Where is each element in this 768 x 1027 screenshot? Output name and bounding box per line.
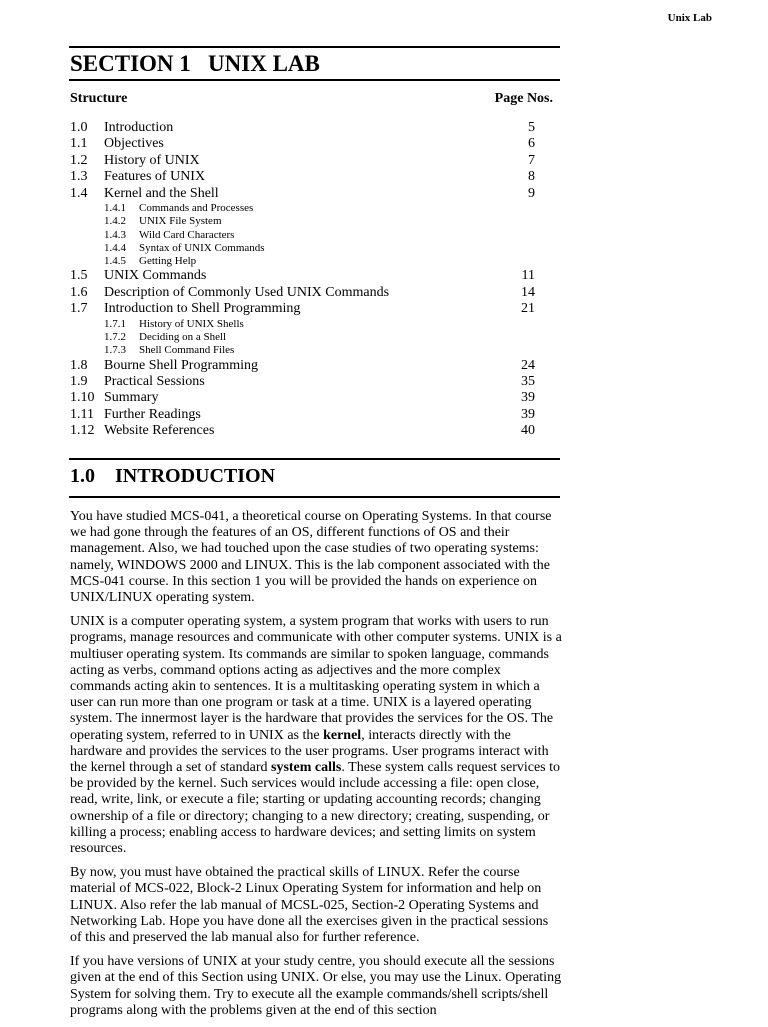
toc-entry: [70, 285, 555, 301]
term-kernel: kernel: [323, 727, 362, 743]
toc-entry: [70, 268, 555, 284]
toc-entry: [70, 301, 555, 317]
introduction-body: [70, 509, 562, 1027]
toc-entry-title: Getting Help: [139, 255, 197, 268]
toc-entry-number: 1.2: [70, 152, 88, 168]
toc-entry-title: Deciding on a Shell: [139, 330, 227, 343]
toc-entry-page: 11: [521, 268, 535, 284]
toc-entry-number: 1.0: [70, 120, 88, 135]
toc-entry-number: 1.8: [70, 357, 88, 373]
introduction-heading: 1.0 INTRODUCTION: [70, 465, 276, 487]
toc-subentry: [70, 242, 555, 255]
toc-entry-title: Kernel and the Shell: [104, 185, 219, 201]
toc-entry-number: 1.4.4: [104, 241, 126, 254]
toc-entry-title: Shell Command Files: [139, 344, 235, 357]
toc-entry-page: 14: [521, 284, 535, 300]
toc-entry-page: 40: [521, 423, 535, 439]
toc-entry-number: 1.7.2: [104, 330, 126, 343]
toc-entry-page: 5: [528, 120, 535, 135]
toc-entry-title: Summary: [104, 390, 159, 406]
toc-entry-number: 1.7.3: [104, 344, 126, 357]
table-of-contents: [70, 91, 555, 439]
toc-entry-title: Objectives: [104, 136, 164, 152]
structure-heading: Structure: [70, 91, 128, 106]
toc-subentry: [70, 255, 555, 268]
toc-entry-title: Further Readings: [104, 406, 201, 422]
toc-entry-page: 39: [521, 390, 535, 406]
toc-entry-title: Wild Card Characters: [139, 228, 235, 241]
toc-entry-title: Bourne Shell Programming: [104, 357, 258, 373]
paragraph-2-text: , interacts directly with the hardware and provides the services to the user programs. User programs interact with the kernel through a set of standard: [70, 727, 549, 776]
paragraph-3: By now, you must have obtained the practical skills of LINUX. Refer the course material of MCS-022, Block-2 Linux Operating System for information and help on LINUX. Also refer the lab manual of MCSL-025, Section-2 Operating Systems and Networking Lab. Hope you have done all the exercises given in the practical sessions of this and preserved the lab manual also for further reference.: [70, 865, 549, 946]
toc-entry-number: 1.12: [70, 423, 95, 439]
paragraph-2-text: . These system calls request services to be provided by the kernel. Such services would include accessing a file: open close, read, write, link, or execute a file; starting or updating accounting records; changing ownership of a file or directory; changing to a new directory; creating, suspending, or killing a process; enabling access to hardware devices; and setting limits on system resources.: [70, 760, 561, 857]
toc-entry-number: 1.6: [70, 284, 88, 300]
toc-entry-number: 1.4.3: [104, 228, 126, 241]
toc-entry-title: Syntax of UNIX Commands: [139, 241, 265, 254]
toc-entry-title: UNIX Commands: [104, 268, 207, 284]
toc-entry: [70, 169, 555, 185]
toc-entry-title: Introduction to Shell Programming: [104, 301, 301, 317]
toc-entry-page: 7: [528, 152, 535, 168]
toc-entry-number: 1.3: [70, 169, 88, 185]
paragraph-4: If you have versions of UNIX at your study centre, you should execute all the sessions given at the end of this Section using UNIX. Or else, you may use the Linux. Operating System for solving them. Try to execute all the example commands/shell scripts/shell programs along with the problems given at the end of this section: [70, 954, 562, 1018]
toc-entry-page: 21: [521, 301, 535, 317]
toc-entry-page: 8: [528, 169, 535, 185]
toc-entry: [70, 153, 555, 169]
introduction-heading-box: [69, 458, 560, 498]
toc-entry-number: 1.7.1: [104, 317, 126, 330]
toc-entry-number: 1.4.2: [104, 215, 126, 228]
toc-entry-title: Features of UNIX: [104, 169, 206, 185]
term-system-calls: system calls: [271, 760, 342, 776]
toc-list: [70, 120, 555, 439]
page-nos-heading: Page Nos.: [494, 91, 553, 106]
toc-entry-number: 1.9: [70, 373, 88, 389]
toc-entry-title: History of UNIX: [104, 152, 200, 168]
toc-entry: [70, 374, 555, 390]
toc-entry-number: 1.4.5: [104, 255, 126, 268]
toc-entry-number: 1.7: [70, 301, 88, 317]
toc-entry-title: Practical Sessions: [104, 373, 205, 389]
toc-entry-page: 35: [521, 373, 535, 389]
toc-entry-page: 24: [521, 357, 535, 373]
toc-entry-page: 39: [521, 406, 535, 422]
toc-subentry: [70, 318, 555, 331]
toc-header: [70, 91, 555, 111]
toc-entry: [70, 390, 555, 406]
toc-entry: [70, 358, 555, 374]
toc-entry-title: Description of Commonly Used UNIX Commands: [104, 284, 390, 300]
toc-subentry: [70, 202, 555, 215]
section-title-box: [69, 46, 560, 81]
toc-entry-number: 1.4.1: [104, 201, 126, 214]
toc-entry-title: Website References: [104, 423, 215, 439]
toc-subentry: [70, 229, 555, 242]
toc-subentry: [70, 331, 555, 344]
toc-entry: [70, 120, 555, 136]
toc-entry: [70, 423, 555, 439]
section-title: SECTION 1 UNIX LAB: [70, 51, 320, 76]
toc-entry-title: Introduction: [104, 120, 174, 135]
toc-entry: [70, 407, 555, 423]
paragraph-2: [70, 614, 562, 857]
toc-entry-number: 1.1: [70, 136, 88, 152]
toc-entry-title: Commands and Processes: [139, 201, 254, 214]
toc-entry-title: UNIX File System: [139, 215, 222, 228]
paragraph-1: You have studied MCS-041, a theoretical course on Operating Systems. In that course we had gone through the features of an OS, different functions of OS and their management. Also, we had touched upon the case studies of two operating systems: namely, WINDOWS 2000 and LINUX. This is the lab component associated with the MCS-041 course. In this section 1 you will be provided the hands on experience on UNIX/LINUX operating system.: [70, 509, 552, 606]
toc-entry-number: 1.10: [70, 390, 95, 406]
toc-entry-number: 1.11: [70, 406, 94, 422]
toc-entry-page: 9: [528, 185, 535, 201]
toc-entry-title: History of UNIX Shells: [139, 317, 244, 330]
toc-subentry: [70, 215, 555, 228]
running-header: Unix Lab: [667, 12, 712, 24]
paragraph-2-text: UNIX is a computer operating system, a system program that works with users to run programs, manage resources and communicate with other computer systems. UNIX is a multiuser operating system. Its commands are similar to spoken language, commands acting as verbs, command options acting as adjectives and the more complex commands acting akin to sentences. It is a multitasking operating system in which a user can run more than one program or task at a time. UNIX is a layered operating system. The innermost layer is the hardware that provides the services for the OS. The operating system, referred to in UNIX as the: [70, 614, 562, 743]
toc-entry: [70, 186, 555, 202]
toc-entry: [70, 136, 555, 152]
toc-entry-number: 1.5: [70, 268, 88, 284]
toc-entry-page: 6: [528, 136, 535, 152]
toc-subentry: [70, 344, 555, 357]
toc-entry-number: 1.4: [70, 185, 88, 201]
